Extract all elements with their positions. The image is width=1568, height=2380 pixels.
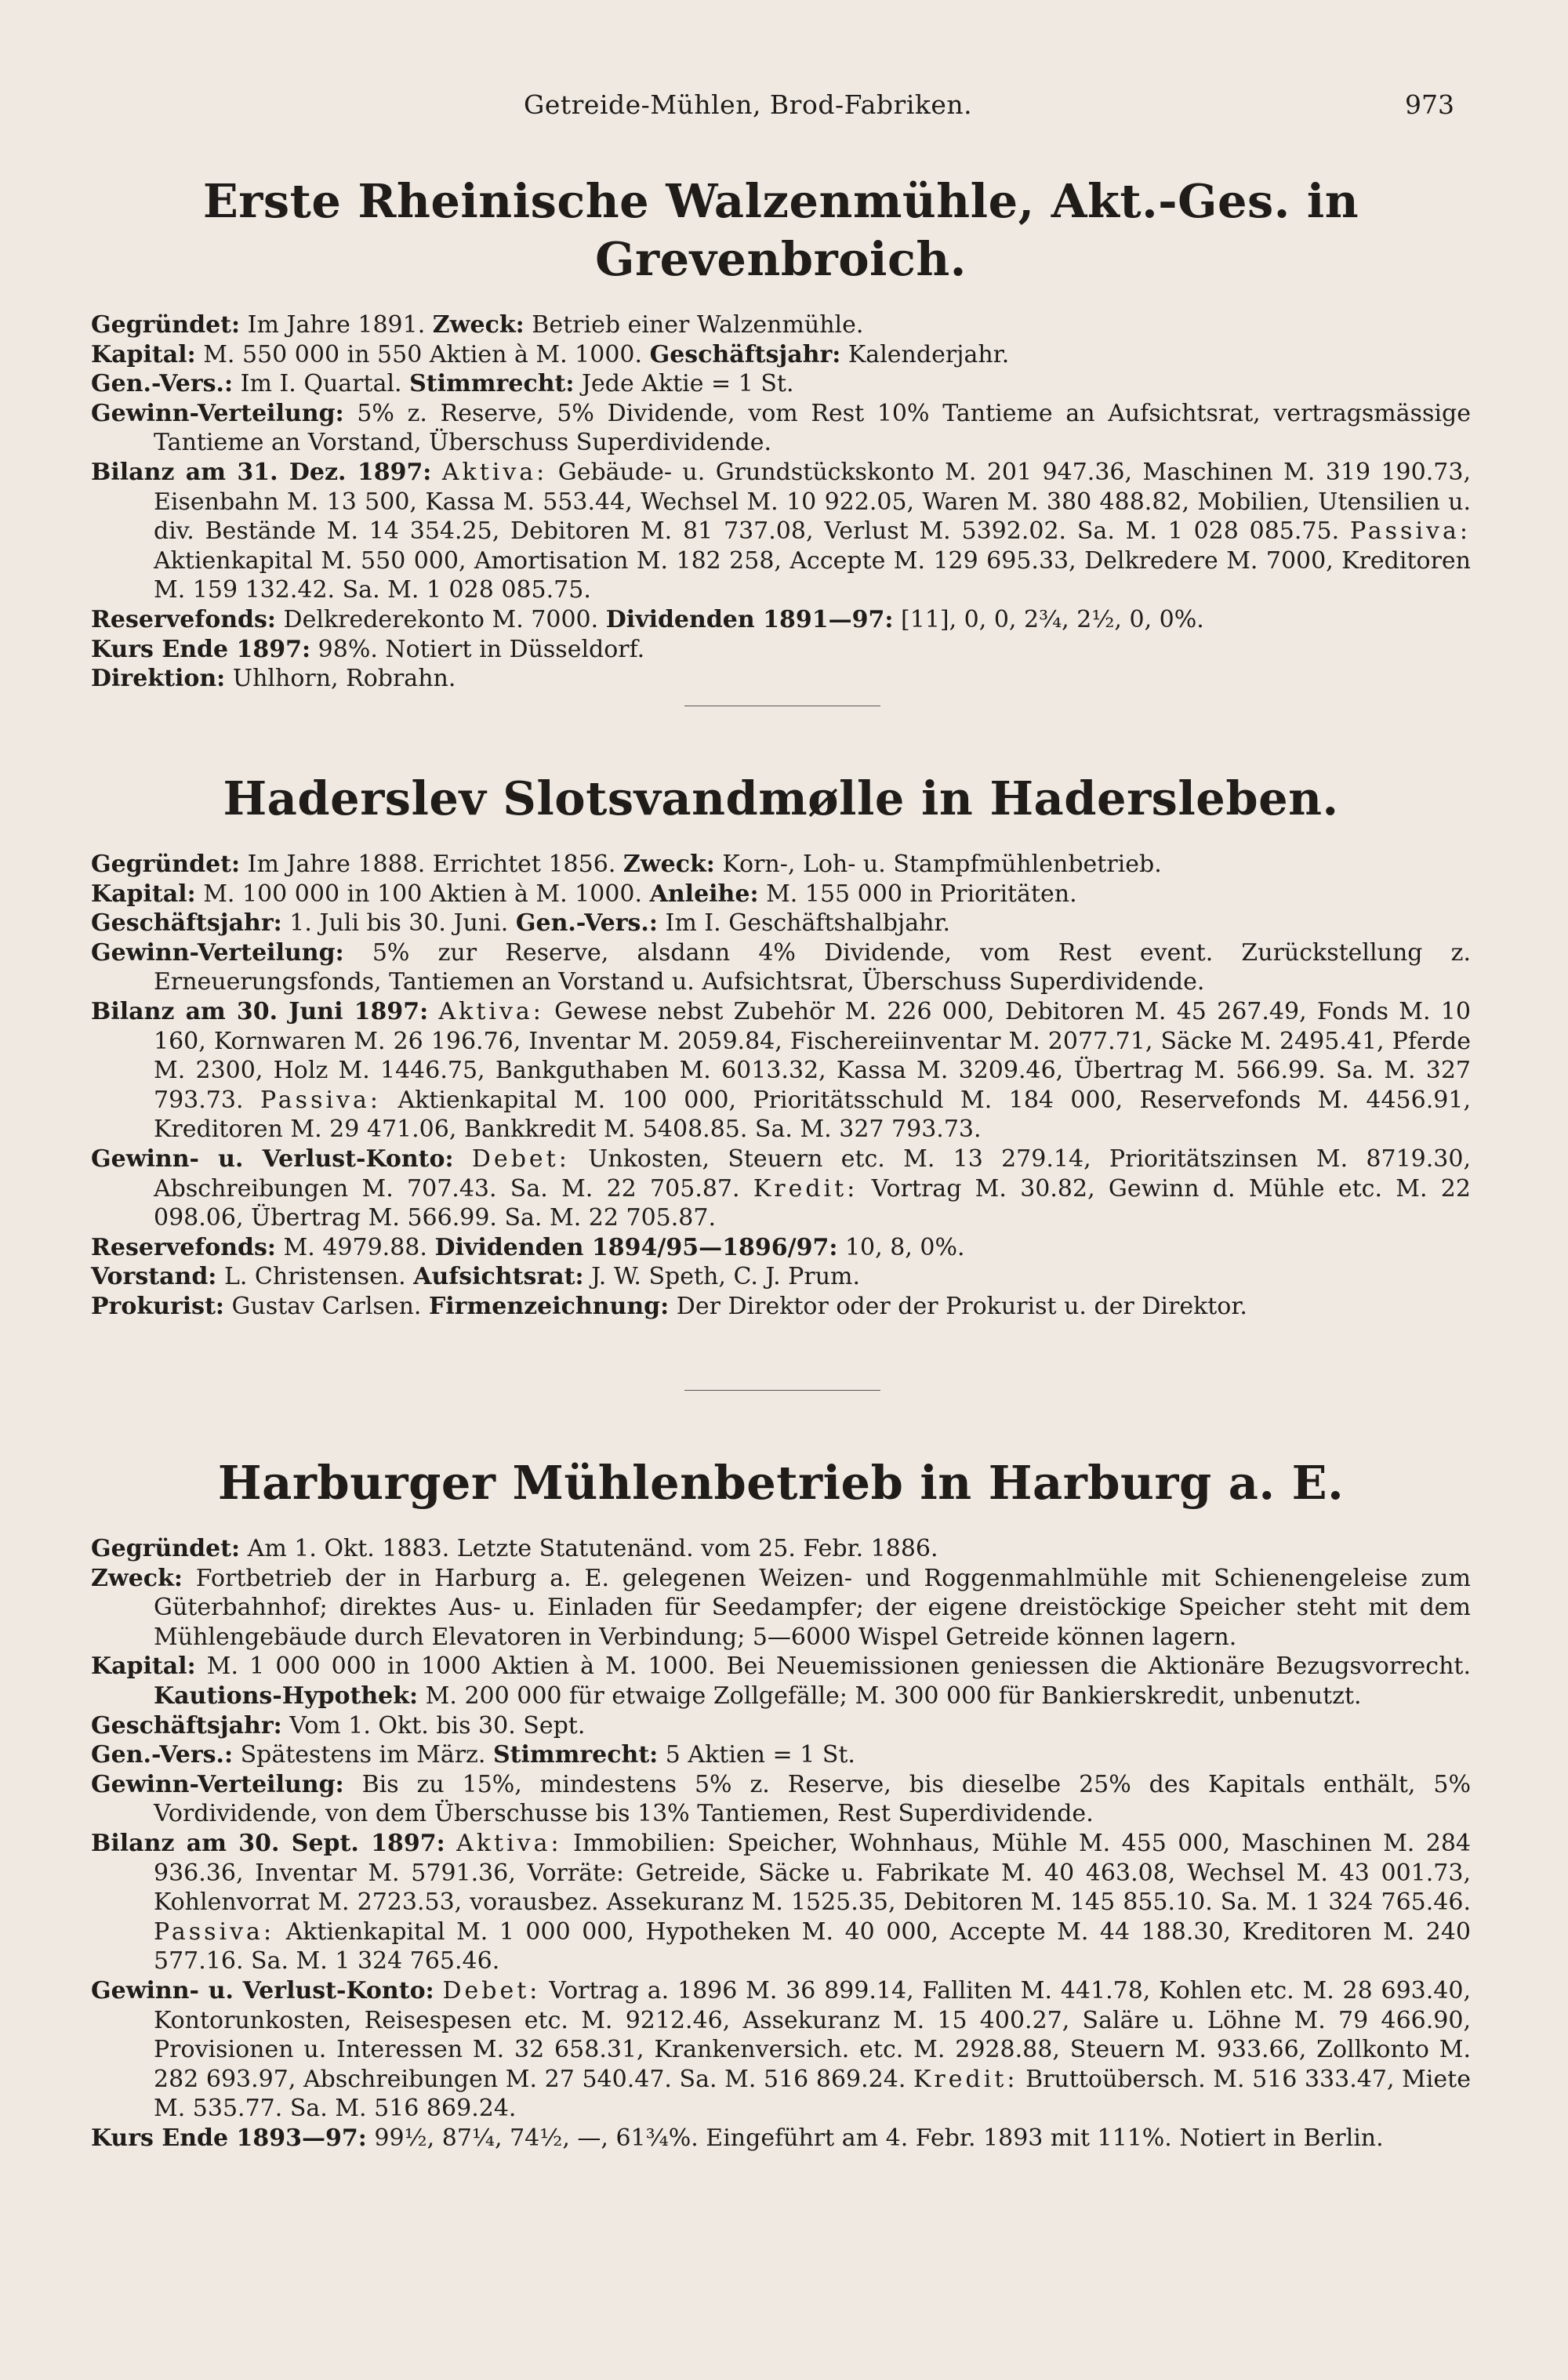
entry-geschaeftsjahr: Geschäftsjahr: Vom 1. Okt. bis 30. Sept. <box>91 1711 586 1740</box>
entry-gewinn-verteilung: Gewinn-Verteilung: 5% z. Reserve, 5% Dividende, vom Rest 10% Tantieme an Aufsichtsrat, vertragsmässige Tantieme an Vorstand, Überschuss Superdividende. <box>91 399 1471 457</box>
company-title: Erste Rheinische Walzenmühle, Akt.-Ges. in Grevenbroich. <box>202 174 1359 286</box>
entry-prokurist: Prokurist: Gustav Carlsen. Firmenzeichnung: Der Direktor oder der Prokurist u. der Direktor. <box>91 1292 1247 1320</box>
entry-reservefonds: Reservefonds: M. 4979.88. Dividenden 1894/95—1896/97: 10, 8, 0%. <box>91 1233 965 1261</box>
company-title: Harburger Mühlenbetrieb in Harburg a. E. <box>217 1456 1345 1510</box>
company-entry-harburger <box>91 1454 1471 2153</box>
running-title: Getreide-Mühlen, Brod-Fabriken. <box>524 89 973 120</box>
entry-gegruendet: Gegründet: Am 1. Okt. 1883. Letzte Statutenänd. vom 25. Febr. 1886. <box>91 1535 938 1562</box>
entry-bilanz: Bilanz am 31. Dez. 1897: Aktiva: Gebäude- u. Grundstückskonto M. 201 947.36, Maschinen M. 319 190.73, Eisenbahn M. 13 500, Kassa M. 553.44, Wechsel M. 10 922.05, Waren M. 380 488.82, Mobilien, Utensilien u. div. Bestände M. 14 354.25, Debitoren M. 81 737.08, Verlust M. 5392.02. Sa. M. 1 028 085.75. Passiva: Aktienkapital M. 550 000, Amortisation M. 182 258, Accepte M. 129 695.33, Delkredere M. 7000, Kreditoren M. 159 132.42. Sa. M. 1 028 085.75. <box>91 458 1471 604</box>
entry-geschaeftsjahr: Geschäftsjahr: 1. Juli bis 30. Juni. Gen.-Vers.: Im I. Geschäftshalbjahr. <box>91 909 950 938</box>
entry-kapital: Kapital: M. 100 000 in 100 Aktien à M. 1000. Anleihe: M. 155 000 in Prioritäten. <box>91 880 1077 908</box>
entry-bilanz: Bilanz am 30. Sept. 1897: Aktiva: Immobilien: Speicher, Wohnhaus, Mühle M. 455 000, Maschinen M. 284 936.36, Inventar M. 5791.36, Vorräte: Getreide, Säcke u. Fabrikate M. 40 463.08, Wechsel M. 43 001.73, Kohlenvorrat M. 2723.53, vorausbez. Assekuranz M. 1525.35, Debitoren M. 145 855.10. Sa. M. 1 324 765.46. Passiva: Aktienkapital M. 1 000 000, Hypotheken M. 40 000, Accepte M. 44 188.30, Kreditoren M. 240 577.16. Sa. M. 1 324 765.46. <box>91 1829 1472 1975</box>
page-number: 973 <box>1405 89 1454 120</box>
entry-gen-vers: Gen.-Vers.: Im I. Quartal. Stimmrecht: Jede Aktie = 1 St. <box>91 370 794 398</box>
section-divider <box>684 1390 880 1391</box>
company-title: Haderslev Slotsvandmølle in Hadersleben. <box>223 771 1339 825</box>
entry-gen-vers: Gen.-Vers.: Spätestens im März. Stimmrecht: 5 Aktien = 1 St. <box>91 1741 855 1769</box>
entry-gegruendet: Gegründet: Im Jahre 1888. Errichtet 1856. Zweck: Korn-, Loh- u. Stampfmühlenbetrieb. <box>91 851 1162 878</box>
entry-kapital: Kapital: M. 550 000 in 550 Aktien à M. 1000. Geschäftsjahr: Kalenderjahr. <box>91 340 1010 368</box>
entry-kurs: Kurs Ende 1897: 98%. Notiert in Düsseldorf. <box>91 635 645 663</box>
entry-zweck: Zweck: Fortbetrieb der in Harburg a. E. gelegenen Weizen- und Roggenmahlmühle mit Schienengeleise zum Güterbahnhof; direktes Aus- u. Einladen für Seedampfer; der eigene dreistöckige Speicher steht mit dem Mühlengebäude durch Elevatoren in Verbindung; 5—6000 Wispel Getreide können lagern. <box>91 1564 1471 1651</box>
entry-gegruendet: Gegründet: Im Jahre 1891. Zweck: Betrieb einer Walzenmühle. <box>91 311 864 339</box>
running-head <box>0 89 1568 136</box>
company-entry-erste-rheinische <box>91 172 1471 694</box>
entry-gewinn-verteilung: Gewinn-Verteilung: 5% zur Reserve, alsdann 4% Dividende, vom Rest event. Zurückstellung z. Erneuerungsfonds, Tantiemen an Vorstand u. Aufsichtsrat, Überschuss Superdividende. <box>91 938 1471 996</box>
entry-gewinn-verlust: Gewinn- u. Verlust-Konto: Debet: Unkosten, Steuern etc. M. 13 279.14, Prioritätszinsen M. 8719.30, Abschreibungen M. 707.43. Sa. M. 22 705.87. Kredit: Vortrag M. 30.82, Gewinn d. Mühle etc. M. 22 098.06, Übertrag M. 566.99. Sa. M. 22 705.87. <box>91 1145 1471 1232</box>
entry-kurs: Kurs Ende 1893—97: 99½, 87¼, 74½, —, 61¾%. Eingeführt am 4. Febr. 1893 mit 111%. Notiert in Berlin. <box>91 2124 1384 2152</box>
entry-direktion: Direktion: Uhlhorn, Robrahn. <box>91 665 456 693</box>
entry-reservefonds: Reservefonds: Delkrederekonto M. 7000. Dividenden 1891—97: [11], 0, 0, 2¾, 2½, 0, 0%. <box>91 605 1204 633</box>
entry-kapital: Kapital: M. 1 000 000 in 1000 Aktien à M. 1000. Bei Neuemissionen geniessen die Aktionäre Bezugsvorrecht. Kautions-Hypothek: M. 200 000 für etwaige Zollgefälle; M. 300 000 für Bankierskredit, unbenutzt. <box>91 1653 1471 1710</box>
company-entry-haderslev <box>91 770 1471 1322</box>
entry-gewinn-verlust: Gewinn- u. Verlust-Konto: Debet: Vortrag a. 1896 M. 36 899.14, Falliten M. 441.78, Kohlen etc. M. 28 693.40, Kontorunkosten, Reisespesen etc. M. 9212.46, Assekuranz M. 15 400.27, Saläre u. Löhne M. 79 466.90, Provisionen u. Interessen M. 32 658.31, Krankenversich. etc. M. 2928.88, Steuern M. 933.66, Zollkonto M. 282 693.97, Abschreibungen M. 27 540.47. Sa. M. 516 869.24. Kredit: Bruttoübersch. M. 516 333.47, Miete M. 535.77. Sa. M. 516 869.24. <box>91 1976 1471 2123</box>
entry-gewinn-verteilung: Gewinn-Verteilung: Bis zu 15%, mindestens 5% z. Reserve, bis dieselbe 25% des Kapitals enthält, 5% Vordividende, von dem Überschusse bis 13% Tantiemen, Rest Superdividende. <box>91 1770 1471 1828</box>
entry-bilanz: Bilanz am 30. Juni 1897: Aktiva: Gewese nebst Zubehör M. 226 000, Debitoren M. 45 267.49, Fonds M. 10 160, Kornwaren M. 26 196.76, Inventar M. 2059.84, Fischereiinventar M. 2077.71, Säcke M. 2495.41, Pferde M. 2300, Holz M. 1446.75, Bankguthaben M. 6013.32, Kassa M. 3209.46, Übertrag M. 566.99. Sa. M. 327 793.73. Passiva: Aktienkapital M. 100 000, Prioritätsschuld M. 184 000, Reservefonds M. 4456.91, Kreditoren M. 29 471.06, Bankkredit M. 5408.85. Sa. M. 327 793.73. <box>91 997 1471 1144</box>
entry-vorstand: Vorstand: L. Christensen. Aufsichtsrat: J. W. Speth, C. J. Prum. <box>91 1263 861 1291</box>
